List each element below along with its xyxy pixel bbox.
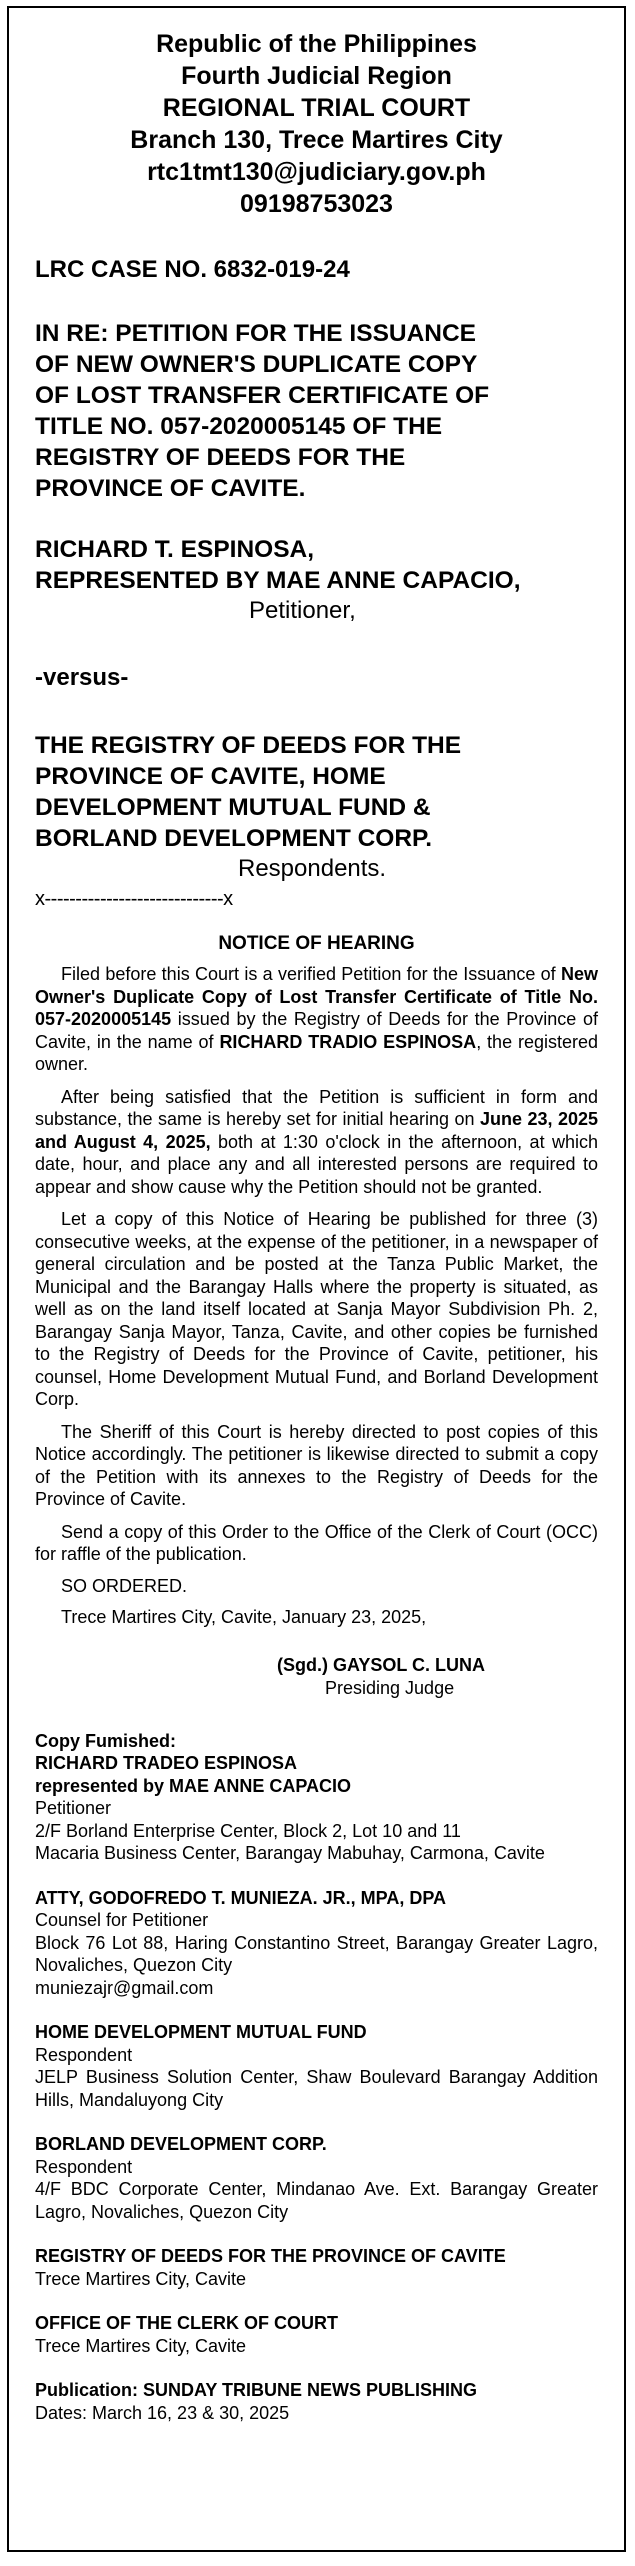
cf-role: Respondent [35, 2156, 133, 2177]
cf-name: HOME DEVELOPMENT MUTUAL FUND [35, 2022, 367, 2042]
text-span: After being satisfied that the Petition is sufficient in form and substance, the same is hereby set for initial hearing on [35, 1086, 598, 1129]
legal-notice-document [7, 6, 626, 2552]
case-number: LRC CASE NO. 6832-019-24 [35, 256, 350, 283]
case-caption [35, 318, 598, 504]
cf-address: 2/F Borland Enterprise Center, Block 2, Lot 10 and 11 [35, 1820, 461, 1841]
notice-title: NOTICE OF HEARING [218, 933, 415, 954]
cf-name: RICHARD TRADEO ESPINOSA [35, 1753, 298, 1773]
notice-paragraph-3: Let a copy of this Notice of Hearing be published for three (3) consecutive weeks, at the expense of the petitioner, in a newspaper of general circulation and be posted at the Tanza Public Market, the Municipal and the Barangay Halls where the property is situated, as well as on the land itself located at Sanja Mayor Subdivision Ph. 2, Barangay Sanja Mayor, Tanza, Cavite, and other copies be furnished to the Registry of Deeds for the Province of Cavite, petitioner, his counsel, Home Development Mutual Fund, and Borland Development Corp. [35, 1209, 598, 1409]
header-email: rtc1tmt130@judiciary.gov.ph [147, 158, 486, 186]
header-republic: Republic of the Philippines [156, 30, 477, 58]
respondent-line: BORLAND DEVELOPMENT CORP. [35, 825, 433, 852]
respondent-line: DEVELOPMENT MUTUAL FUND & [35, 794, 431, 821]
separator-line: x-----------------------------x [35, 888, 233, 910]
notice-paragraph-5: Send a copy of this Order to the Office of the Clerk of Court (OCC) for raffle of the publication. [35, 1521, 598, 1564]
publication-block [35, 2379, 598, 2424]
cf-address: Block 76 Lot 88, Haring Constantino Street, Barangay Greater Lagro, Novaliches, Quezon City [35, 1932, 598, 1975]
bold-span: RICHARD TRADIO ESPINOSA [219, 1031, 477, 1052]
cf-counsel [35, 1887, 598, 2000]
text-span: , the registered owner. [35, 1031, 598, 1074]
text-span: both at 1:30 o'clock in the afternoon, at which date, hour, and place any and all interested persons are required to appear and show cause why the Petition should not be granted. [35, 1131, 598, 1197]
respondent-line: THE REGISTRY OF DEEDS FOR THE [35, 732, 462, 759]
bold-span: June 23, 2025 and August 4, 2025, [35, 1109, 598, 1152]
respondents-role: Respondents. [238, 855, 387, 882]
court-header [35, 28, 598, 220]
cf-address: 4/F BDC Corporate Center, Mindanao Ave. Ext. Barangay Greater Lagro, Novaliches, Quezon City [35, 2179, 598, 2222]
caption-line: PROVINCE OF CAVITE. [35, 475, 306, 502]
cf-borland [35, 2133, 598, 2223]
notice-paragraph-2 [35, 1086, 598, 1199]
caption-line: OF LOST TRANSFER CERTIFICATE OF [35, 382, 490, 409]
signature-block [35, 1654, 598, 1700]
publication-label: Publication: SUNDAY TRIBUNE NEWS PUBLISHING [35, 2380, 478, 2400]
cf-registry [35, 2245, 598, 2290]
petitioner-name: RICHARD T. ESPINOSA, [35, 536, 315, 563]
cf-address: JELP Business Solution Center, Shaw Boulevard Barangay Addition Hills, Mandaluyong City [35, 2067, 598, 2110]
cf-petitioner [35, 1730, 598, 1865]
caption-line: TITLE NO. 057-2020005145 OF THE [35, 413, 443, 440]
bold-span: New Owner's Duplicate Copy of Lost Transfer Certificate of Title No. 057-2020005145 [35, 964, 598, 1029]
cf-address: Macaria Business Center, Barangay Mabuhay, Carmona, Cavite [35, 1843, 545, 1863]
cf-role: Respondent [35, 2044, 133, 2065]
header-court: REGIONAL TRIAL COURT [162, 94, 471, 122]
text-span: Filed before this Court is a verified Petition for the Issuance of [61, 964, 561, 984]
publication-dates: Dates: March 16, 23 & 30, 2025 [35, 2402, 290, 2423]
notice-body [35, 963, 598, 1566]
cf-representative: represented by MAE ANNE CAPACIO [35, 1775, 352, 1796]
petitioner-role: Petitioner, [249, 597, 356, 624]
header-branch: Branch 130, Trece Martires City [130, 126, 503, 154]
cf-heading: Copy Fumished: [35, 1730, 177, 1751]
header-region: Fourth Judicial Region [181, 62, 452, 90]
cf-address: Trece Martires City, Cavite [35, 2335, 247, 2356]
cf-name: OFFICE OF THE CLERK OF COURT [35, 2313, 338, 2333]
petitioner-representative: REPRESENTED BY MAE ANNE CAPACIO, [35, 567, 521, 594]
caption-line: IN RE: PETITION FOR THE ISSUANCE [35, 320, 477, 347]
cf-address: Trece Martires City, Cavite [35, 2268, 247, 2289]
judge-name: (Sgd.) GAYSOL C. LUNA [277, 1654, 486, 1675]
respondent-line: PROVINCE OF CAVITE, HOME [35, 763, 386, 790]
cf-email: muniezajr@gmail.com [35, 1977, 214, 1998]
place-and-date: Trece Martires City, Cavite, January 23, 2025, [61, 1606, 427, 1627]
cf-clerk [35, 2312, 598, 2357]
notice-paragraph-1 [35, 963, 598, 1076]
copy-furnished [35, 1730, 598, 2358]
cf-hdmf [35, 2021, 598, 2111]
caption-line: REGISTRY OF DEEDS FOR THE [35, 444, 406, 471]
caption-line: OF NEW OWNER'S DUPLICATE COPY [35, 351, 478, 378]
text-span: issued by the Registry of Deeds for the Province of Cavite, in the name of [35, 1009, 598, 1052]
so-ordered: SO ORDERED. [61, 1575, 188, 1596]
judge-title: Presiding Judge [325, 1677, 455, 1698]
cf-name: ATTY, GODOFREDO T. MUNIEZA. JR., MPA, DPA [35, 1887, 447, 1908]
petitioner-block [35, 534, 598, 596]
cf-role: Counsel for Petitioner [35, 1910, 209, 1930]
cf-name: REGISTRY OF DEEDS FOR THE PROVINCE OF CAVITE [35, 2246, 506, 2266]
cf-name: BORLAND DEVELOPMENT CORP. [35, 2134, 327, 2154]
versus-label: -versus- [35, 664, 129, 691]
respondents-block [35, 730, 598, 854]
notice-paragraph-4: The Sheriff of this Court is hereby directed to post copies of this Notice accordingly. The petitioner is likewise directed to submit a copy of the Petition with its annexes to the Registry of Deeds for the Province of Cavite. [35, 1421, 598, 1509]
cf-role: Petitioner [35, 1798, 112, 1818]
header-phone: 09198753023 [240, 190, 393, 218]
